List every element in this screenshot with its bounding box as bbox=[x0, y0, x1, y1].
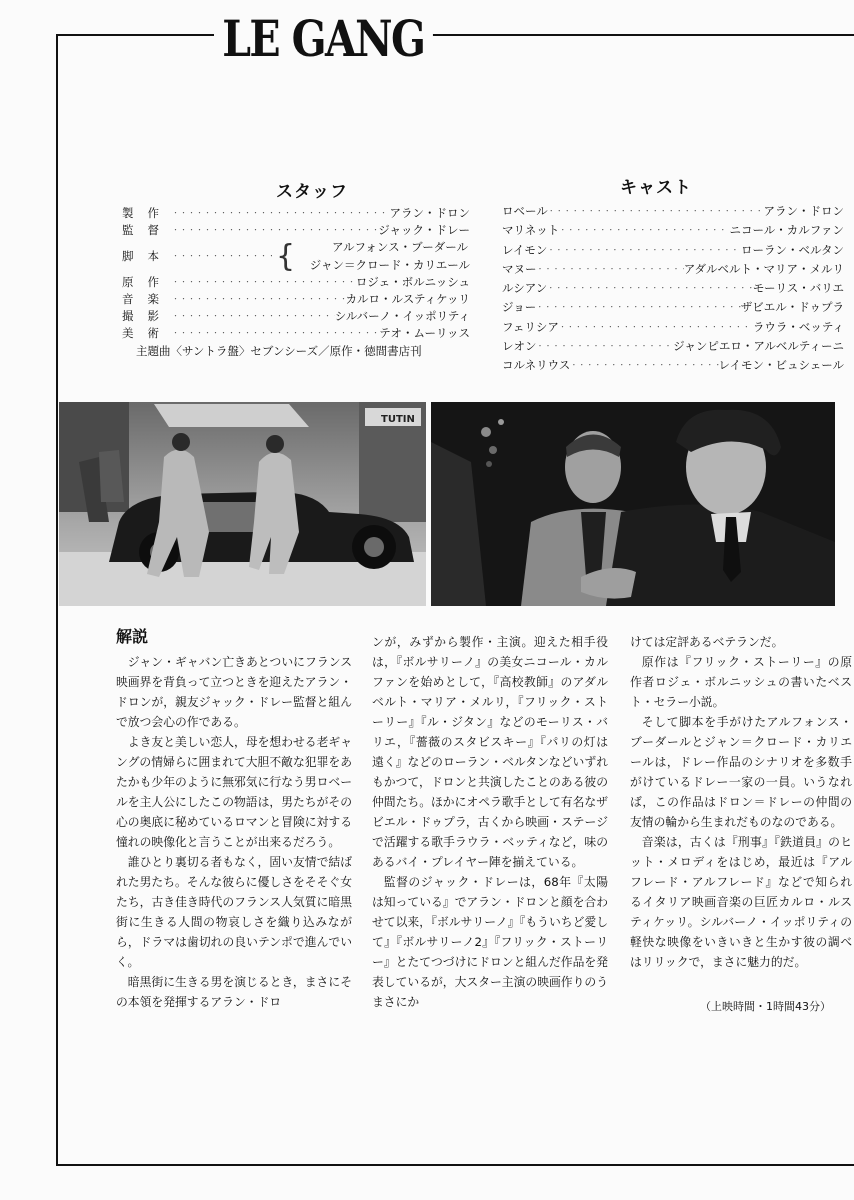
staff-heading: スタッフ bbox=[276, 182, 348, 202]
cast-role: マヌー bbox=[502, 261, 537, 276]
cast-row bbox=[502, 318, 844, 337]
paragraph: 音楽は，古くは『刑事』『鉄道員』のヒット・メロディをはじめ，最近は『アルフレード・アルフレード』などで知られるイタリア映画音楽の巨匠カルロ・ルスティケッリ。シルバーノ・イッポリティの軽快な映像をいきいきと生かす彼の調べはリリックで，まさに魅力的だ。 bbox=[630, 835, 852, 969]
cast-name: ローラン・ベルタン bbox=[740, 242, 844, 257]
screenplay-names bbox=[297, 239, 470, 273]
street-scene-illustration bbox=[59, 402, 426, 606]
cast-name: ザビエル・ドゥプラ bbox=[740, 300, 844, 315]
staff-role: 撮影 bbox=[122, 309, 173, 324]
commentary-heading: 解説 bbox=[116, 627, 149, 646]
brace-mark: { bbox=[276, 238, 296, 274]
paragraph: よき友と美しい恋人，母を想わせる老ギャングの情婦らに囲まれて大胆不敵な犯罪をあたかも少年のように無邪気に行なう男ロベールを主人公にしたこの物語は，男たちがその心の奥底に秘めているロマンと冒険に対する憧れの映像化と言うことが出来るだろう。 bbox=[116, 735, 352, 849]
cast-role: レオン bbox=[502, 339, 537, 354]
paragraph: ンが，みずから製作・主演。迎えた相手役は，『ボルサリーノ』の美女ニコール・カルファンを始めとして，『高校教師』のアダルベルト・マリア・メルリ，『フリック・ストーリー』『ル・ジタン』などのモーリス・バリエ，『薔薇のスタビスキー』『パリの灯は遠く』などのローラン・ベルタンなどいずれもかつて，ドロンと共演したことのある彼の仲間たち。ほかにオペラ歌手として有名なザビエル・ドゥプラ，古くから映画・ステージで活躍する歌手ラウラ・ベッティなど，味のあるバイ・プレイヤー陣を揃えている。 bbox=[372, 635, 608, 869]
staff-role: 監督 bbox=[122, 223, 173, 238]
cast-row bbox=[502, 337, 844, 356]
paragraph: 暗黒街に生きる男を演じるとき，まさにその本領を発揮するアラン・ドロ bbox=[116, 975, 352, 1009]
runtime-note: （上映時間・1時間43分） bbox=[700, 1000, 831, 1013]
leader-dots bbox=[559, 318, 753, 337]
leader-dots bbox=[547, 279, 753, 298]
cast-role: ロベール bbox=[502, 204, 548, 218]
staff-name: カルロ・ルスティケッリ bbox=[345, 291, 470, 306]
leader-dots bbox=[536, 298, 741, 317]
paragraph: ジャン・ギャバン亡きあとついにフランス映画界を背負って立つときを迎えたアラン・ドロンが，親友ジャック・ドレー監督と組んで放つ会心の作である。 bbox=[116, 655, 352, 729]
cast-row bbox=[502, 356, 844, 375]
cast-row bbox=[502, 260, 844, 279]
characters-photo bbox=[431, 402, 835, 606]
paragraph: 誰ひとり裏切る者もなく，固い友情で結ばれた男たち。そんな彼らに優しさをそそぐ女たち，古き佳き時代のフランス人気質に暗黒街に生きる人間の物哀しさを織り込みながら，ドラマは歯切れの良いテンポで進んでいく。 bbox=[116, 855, 352, 969]
frame-top-rule bbox=[56, 34, 854, 36]
frame-left-rule bbox=[56, 34, 58, 1166]
leader-dots bbox=[172, 248, 272, 265]
cast-name: レイモン・ビュシェール bbox=[718, 358, 844, 373]
leader-dots bbox=[537, 337, 674, 356]
cast-role: マリネット bbox=[502, 223, 560, 238]
cast-row bbox=[502, 202, 844, 221]
cast-name: ニコール・カルファン bbox=[729, 223, 844, 238]
staff-role: 美術 bbox=[122, 326, 173, 341]
cast-name: ジャンピエロ・アルベルティーニ bbox=[673, 339, 844, 354]
cast-heading: キャスト bbox=[620, 178, 692, 198]
frame-bottom-rule bbox=[56, 1164, 854, 1166]
cast-role: フェリシア bbox=[502, 319, 559, 334]
staff-row bbox=[122, 325, 470, 342]
cast-row bbox=[502, 221, 844, 240]
leader-dots bbox=[570, 356, 718, 375]
staff-role: 音楽 bbox=[122, 291, 173, 306]
staff-footer: 主題曲〈サントラ盤〉セブンシーズ／原作・徳間書店刊 bbox=[136, 343, 422, 358]
cast-role: レイモン bbox=[502, 242, 548, 257]
cast-row bbox=[502, 241, 844, 260]
cast-role: コルネリウス bbox=[502, 358, 571, 373]
cast-name: アダルベルト・マリア・メルリ bbox=[683, 261, 844, 276]
staff-name: シルバーノ・イッポリティ bbox=[334, 309, 470, 324]
page-title: LE GANG bbox=[214, 10, 433, 68]
staff-row bbox=[122, 291, 470, 308]
leader-dots bbox=[548, 202, 764, 221]
leader-dots bbox=[172, 222, 378, 239]
cast-role: ジョー bbox=[502, 300, 537, 315]
cast-role: ルシアン bbox=[502, 281, 548, 296]
staff-row bbox=[122, 239, 470, 273]
staff-name: ロジェ・ボルニッシュ bbox=[355, 274, 470, 289]
cast-list bbox=[502, 202, 844, 376]
shop-sign: TUTIN bbox=[381, 414, 415, 425]
commentary-column-3 bbox=[630, 632, 852, 972]
staff-row bbox=[122, 308, 470, 325]
staff-row bbox=[122, 222, 470, 239]
paragraph: けては定評あるベテランだ。 bbox=[630, 635, 784, 649]
staff-name: ジャック・ドレー bbox=[378, 223, 470, 238]
leader-dots bbox=[172, 325, 379, 342]
commentary-column-2 bbox=[372, 632, 608, 1012]
leader-dots bbox=[559, 221, 729, 240]
leader-dots bbox=[172, 291, 346, 308]
paragraph: 監督のジャック・ドレーは，68年『太陽は知っている』でアラン・ドロンと顔を合わせて以来，『ボルサリーノ』『もういちど愛して』『ボルサリーノ2』『フリック・ストーリー』とたてつづけにドロンと組んだ作品を発表しているが，大スター主演の映画作りのうまさにか bbox=[372, 875, 608, 1009]
staff-row bbox=[122, 205, 470, 222]
street-scene-photo bbox=[59, 402, 426, 606]
characters-illustration bbox=[431, 402, 835, 606]
staff-role: 脚本 bbox=[122, 248, 173, 263]
cast-name: アラン・ドロン bbox=[763, 204, 844, 218]
staff-name: アラン・ドロン bbox=[389, 206, 470, 220]
cast-name: ラウラ・ベッティ bbox=[752, 319, 844, 334]
staff-role: 製作 bbox=[122, 206, 173, 220]
cast-row bbox=[502, 279, 844, 298]
paragraph: 原作は『フリック・ストーリー』の原作者ロジェ・ボルニッシュの書いたベスト・セラー小説。 bbox=[630, 655, 852, 709]
staff-name: ジャン＝クロード・カリエール bbox=[309, 257, 470, 272]
cast-name: モーリス・バリエ bbox=[752, 281, 844, 296]
leader-dots bbox=[172, 205, 390, 222]
leader-dots bbox=[547, 241, 741, 260]
staff-name: アルフォンス・ブーダール bbox=[331, 240, 468, 255]
staff-list bbox=[122, 205, 470, 360]
staff-row bbox=[122, 274, 470, 291]
commentary-column-1 bbox=[116, 652, 352, 1012]
leader-dots bbox=[537, 260, 684, 279]
paragraph: そして脚本を手がけたアルフォンス・ブーダールとジャン＝クロード・カリエールは，ドレー作品のシナリオを多数手がけているドレー一家の一員。いうなれば，この作品はドロン＝ドレーの仲間の友情の輪から生まれだものなのである。 bbox=[630, 715, 852, 829]
staff-name: テオ・ムーリッス bbox=[379, 326, 470, 341]
staff-role: 原作 bbox=[122, 274, 173, 289]
cast-row bbox=[502, 298, 844, 317]
leader-dots bbox=[172, 308, 335, 325]
leader-dots bbox=[172, 274, 356, 291]
